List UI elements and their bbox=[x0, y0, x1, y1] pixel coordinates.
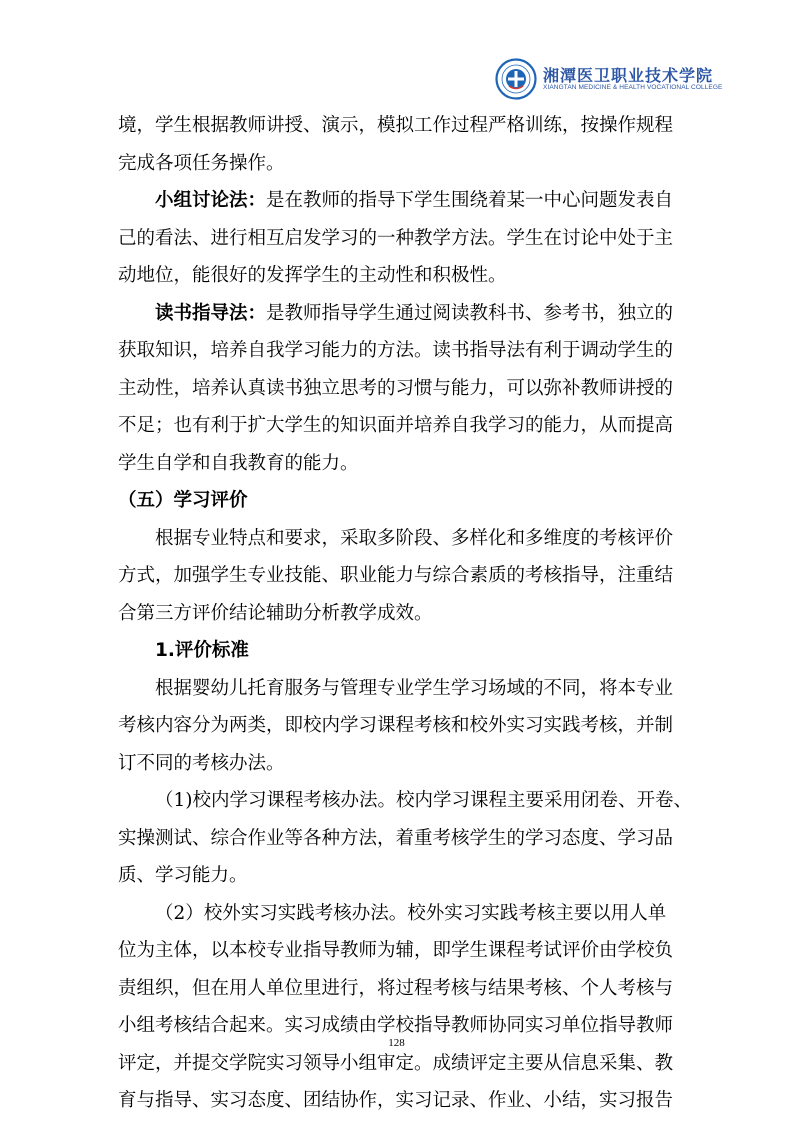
text-line: 评定，并提交学院实习领导小组审定。成绩评定主要从信息采集、教 bbox=[118, 1052, 674, 1074]
text-line: 实操测试、综合作业等各种方法，着重考核学生的学习态度、学习品 bbox=[118, 827, 674, 849]
text-line: 学生自学和自我教育的能力。 bbox=[118, 452, 359, 474]
text-line: 考核内容分为两类，即校内学习课程考核和校外实习实践考核，并制 bbox=[118, 715, 674, 736]
college-name-en: XIANGTAN MEDICINE & HEALTH VOCATIONAL COLLEGE bbox=[543, 84, 723, 91]
body-text bbox=[118, 107, 692, 1120]
text-line: 不足；也有利于扩大学生的知识面并培养自我学习的能力，从而提高 bbox=[118, 415, 674, 436]
section-heading: （五）学习评价 bbox=[118, 490, 248, 511]
text-line: （2）校外实习实践考核办法。校外实习实践考核主要以用人单 bbox=[155, 902, 667, 924]
paragraph-group-discussion bbox=[118, 182, 678, 220]
term-heading: 小组讨论法： bbox=[155, 190, 267, 211]
text-line: 根据婴幼儿托育服务与管理专业学生学习场域的不同，将本专业 bbox=[155, 677, 674, 699]
text-line: 己的看法、进行相互启发学习的一种教学方法。学生在讨论中处于主 bbox=[118, 227, 674, 249]
text-line: 主动性，培养认真读书独立思考的习惯与能力，可以弥补教师讲授的 bbox=[118, 377, 674, 399]
text-line: 质、学习能力。 bbox=[118, 865, 248, 886]
term-heading: 读书指导法： bbox=[155, 302, 267, 324]
text-line: 订不同的考核办法。 bbox=[118, 752, 285, 774]
college-name-cn: 湘潭医卫职业技术学院 bbox=[543, 66, 714, 85]
text-line: 根据专业特点和要求，采取多阶段、多样化和多维度的考核评价 bbox=[155, 527, 674, 549]
page-header bbox=[495, 58, 755, 100]
paragraph-reading-guidance bbox=[118, 295, 678, 333]
text-run: 是教师指导学生通过阅读教科书、参考书，独立的 bbox=[266, 302, 674, 324]
text-line: 责组织，但在用人单位里进行，将过程考核与结果考核、个人考核与 bbox=[118, 977, 674, 999]
college-logo-icon bbox=[495, 58, 537, 100]
text-line: 合第三方评价结论辅助分析教学成效。 bbox=[118, 602, 433, 624]
text-line: 位为主体，以本校专业指导教师为辅，即学生课程考试评价由学校负 bbox=[118, 940, 674, 961]
page-number: 128 bbox=[388, 1037, 405, 1049]
text-line: 方式，加强学生专业技能、职业能力与综合素质的考核指导，注重结 bbox=[118, 565, 674, 586]
text-line: 动地位，能很好的发挥学生的主动性和积极性。 bbox=[118, 265, 507, 286]
text-line: 完成各项任务操作。 bbox=[118, 152, 285, 174]
text-line: 境，学生根据教师讲授、演示，模拟工作过程严格训练，按操作规程 bbox=[118, 115, 674, 136]
text-run: 是在教师的指导下学生围绕着某一中心问题发表自 bbox=[266, 190, 674, 211]
text-line: 获取知识，培养自我学习能力的方法。读书指导法有利于调动学生的 bbox=[118, 340, 674, 361]
text-line: （1)校内学习课程考核办法。校内学习课程主要采用闭卷、开卷、 bbox=[155, 790, 692, 811]
subsection-heading: 1.评价标准 bbox=[155, 640, 249, 661]
text-line: 小组考核结合起来。实习成绩由学校指导教师协同实习单位指导教师 bbox=[118, 1015, 674, 1036]
text-line: 育与指导、实习态度、团结协作，实习记录、作业、小结，实习报告 bbox=[118, 1090, 674, 1111]
